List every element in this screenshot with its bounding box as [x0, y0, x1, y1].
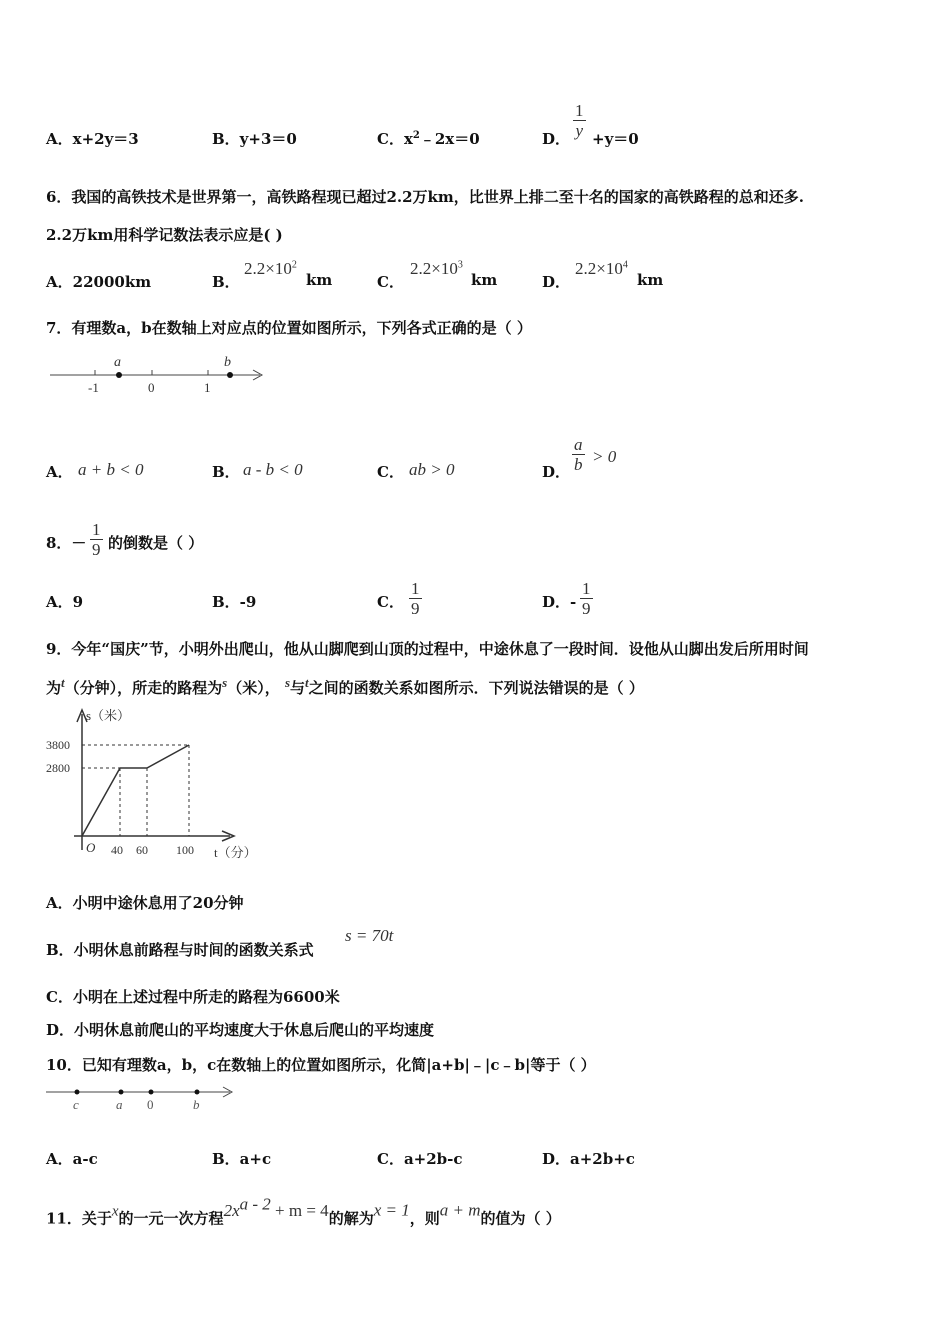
- label-a: a: [114, 355, 121, 370]
- q8-option-a: A．9: [46, 593, 84, 611]
- x-tick-40: 40: [111, 843, 123, 857]
- q10-option-d: D．a+2b+c: [542, 1150, 635, 1168]
- label-a: a: [116, 1097, 123, 1112]
- q7-option-a-label: A．: [46, 463, 73, 481]
- q6-option-c-unit: km: [471, 271, 498, 289]
- point-0: [149, 1090, 154, 1095]
- q7-option-d-label: D．: [542, 463, 571, 481]
- q7-stem: 7．有理数a，b在数轴上对应点的位置如图所示，下列各式正确的是（ ）: [46, 319, 532, 337]
- q6-option-c-label: C．: [377, 273, 404, 291]
- x-tick-100: 100: [176, 843, 194, 857]
- q7-option-c-label: C．: [377, 463, 404, 481]
- point-a: [119, 1090, 124, 1095]
- q7-number-line: [46, 350, 271, 398]
- q7-option-d-fraction: $\frac{a}{b}$: [574, 435, 583, 474]
- point-a: [116, 372, 122, 378]
- q5-option-a: A．x+2y＝3: [46, 130, 139, 148]
- q6-option-d-label: D．: [542, 273, 571, 291]
- q6-stem-line1: 6．我国的高铁技术是世界第一，高铁路程现已超过2.2万km，比世界上排二至十名的国家的高铁路程的总和还多.: [46, 188, 805, 206]
- q9-option-b-expr: s = 70t: [345, 926, 394, 945]
- q5-option-d-label: D．: [542, 130, 571, 148]
- q6-option-b-expr: $2.2\times 10^2$: [244, 259, 297, 278]
- q6-option-d-expr: $2.2\times 10^4$: [575, 259, 628, 278]
- q6-option-d-unit: km: [637, 271, 664, 289]
- q5-option-d-post: +y＝0: [592, 130, 639, 148]
- q10-option-c: C．a+2b-c: [377, 1150, 463, 1168]
- q9-option-c: C．小明在上述过程中所走的路程为6600米: [46, 988, 340, 1006]
- q7-option-b-label: B．: [212, 463, 240, 481]
- q9-stem-line1: 9．今年“国庆”节，小明外出爬山，他从山脚爬到山顶的过程中，中途休息了一段时间．设他从山脚出发后所用时间: [46, 640, 809, 658]
- q5-option-d-fraction: $\frac{1}{y}$: [575, 101, 584, 140]
- q9-option-a: A．小明中途休息用了20分钟: [46, 894, 244, 912]
- y-tick-2800: 2800: [46, 761, 70, 775]
- q8-option-d-fraction: $\frac{1}{9}$: [582, 579, 591, 618]
- q9-option-b: B．小明休息前路程与时间的函数关系式: [46, 941, 314, 959]
- q10-option-b: B．a+c: [212, 1150, 272, 1168]
- q8-stem-post: 的倒数是（ ）: [108, 534, 204, 552]
- point-b: [227, 372, 233, 378]
- q5-option-b: B．y+3＝0: [212, 130, 297, 148]
- q10-stem: 10．已知有理数a，b，c在数轴上的位置如图所示，化简|a+b|﹣|c﹣b|等于（ ）: [46, 1056, 596, 1074]
- y-axis-label: s（米）: [86, 708, 131, 723]
- q9-graph: [44, 702, 264, 868]
- q8-option-d-label: D．-: [542, 593, 577, 611]
- q8-option-c-label: C．: [377, 593, 404, 611]
- tick-1: 1: [204, 380, 211, 395]
- q6-option-c-expr: $2.2\times 10^3$: [410, 259, 463, 278]
- q6-option-b-label: B．: [212, 273, 240, 291]
- q9-stem-line2: 为t（分钟），所走的路程为s（米）， s与t之间的函数关系如图所示．下列说法错误的是（ ）: [46, 675, 644, 697]
- q7-option-d-post: > 0: [592, 447, 617, 466]
- label-b: b: [224, 355, 231, 370]
- label-0: 0: [147, 1097, 154, 1112]
- q6-option-a: A．22000km: [46, 273, 152, 291]
- q6-stem-line2: 2.2万km用科学记数法表示应是( ): [46, 226, 283, 244]
- tick-neg1: -1: [88, 380, 99, 395]
- q8-option-b: B．-9: [212, 593, 257, 611]
- q10-number-line: [44, 1080, 244, 1114]
- x-axis-label: t（分）: [214, 845, 257, 860]
- q8-stem-label: 8．－: [46, 534, 87, 552]
- q9-option-d: D．小明休息前爬山的平均速度大于休息后爬山的平均速度: [46, 1021, 435, 1039]
- q7-option-b-expr: a - b < 0: [243, 460, 303, 479]
- function-line: [82, 745, 189, 836]
- point-b: [195, 1090, 200, 1095]
- label-b: b: [193, 1097, 200, 1112]
- q5-option-c: C．$x^2﹣2x=0$: [377, 130, 480, 148]
- x-tick-60: 60: [136, 843, 148, 857]
- q6-option-b-unit: km: [306, 271, 333, 289]
- q7-option-a-expr: a + b < 0: [78, 460, 144, 479]
- q11-stem: 11．关于x的一元一次方程$2x^{a - 2} + m = 4$的解为x = 1，则a + m的值为（ ）: [46, 1194, 561, 1228]
- point-c: [75, 1090, 80, 1095]
- q7-option-c-expr: ab > 0: [409, 460, 455, 479]
- origin-label: O: [86, 840, 96, 855]
- label-c: c: [73, 1097, 79, 1112]
- q8-stem-fraction: $\frac{1}{9}$: [92, 520, 101, 559]
- q8-option-c-fraction: $\frac{1}{9}$: [411, 579, 420, 618]
- y-tick-3800: 3800: [46, 738, 70, 752]
- tick-0: 0: [148, 380, 155, 395]
- q10-option-a: A．a-c: [46, 1150, 98, 1168]
